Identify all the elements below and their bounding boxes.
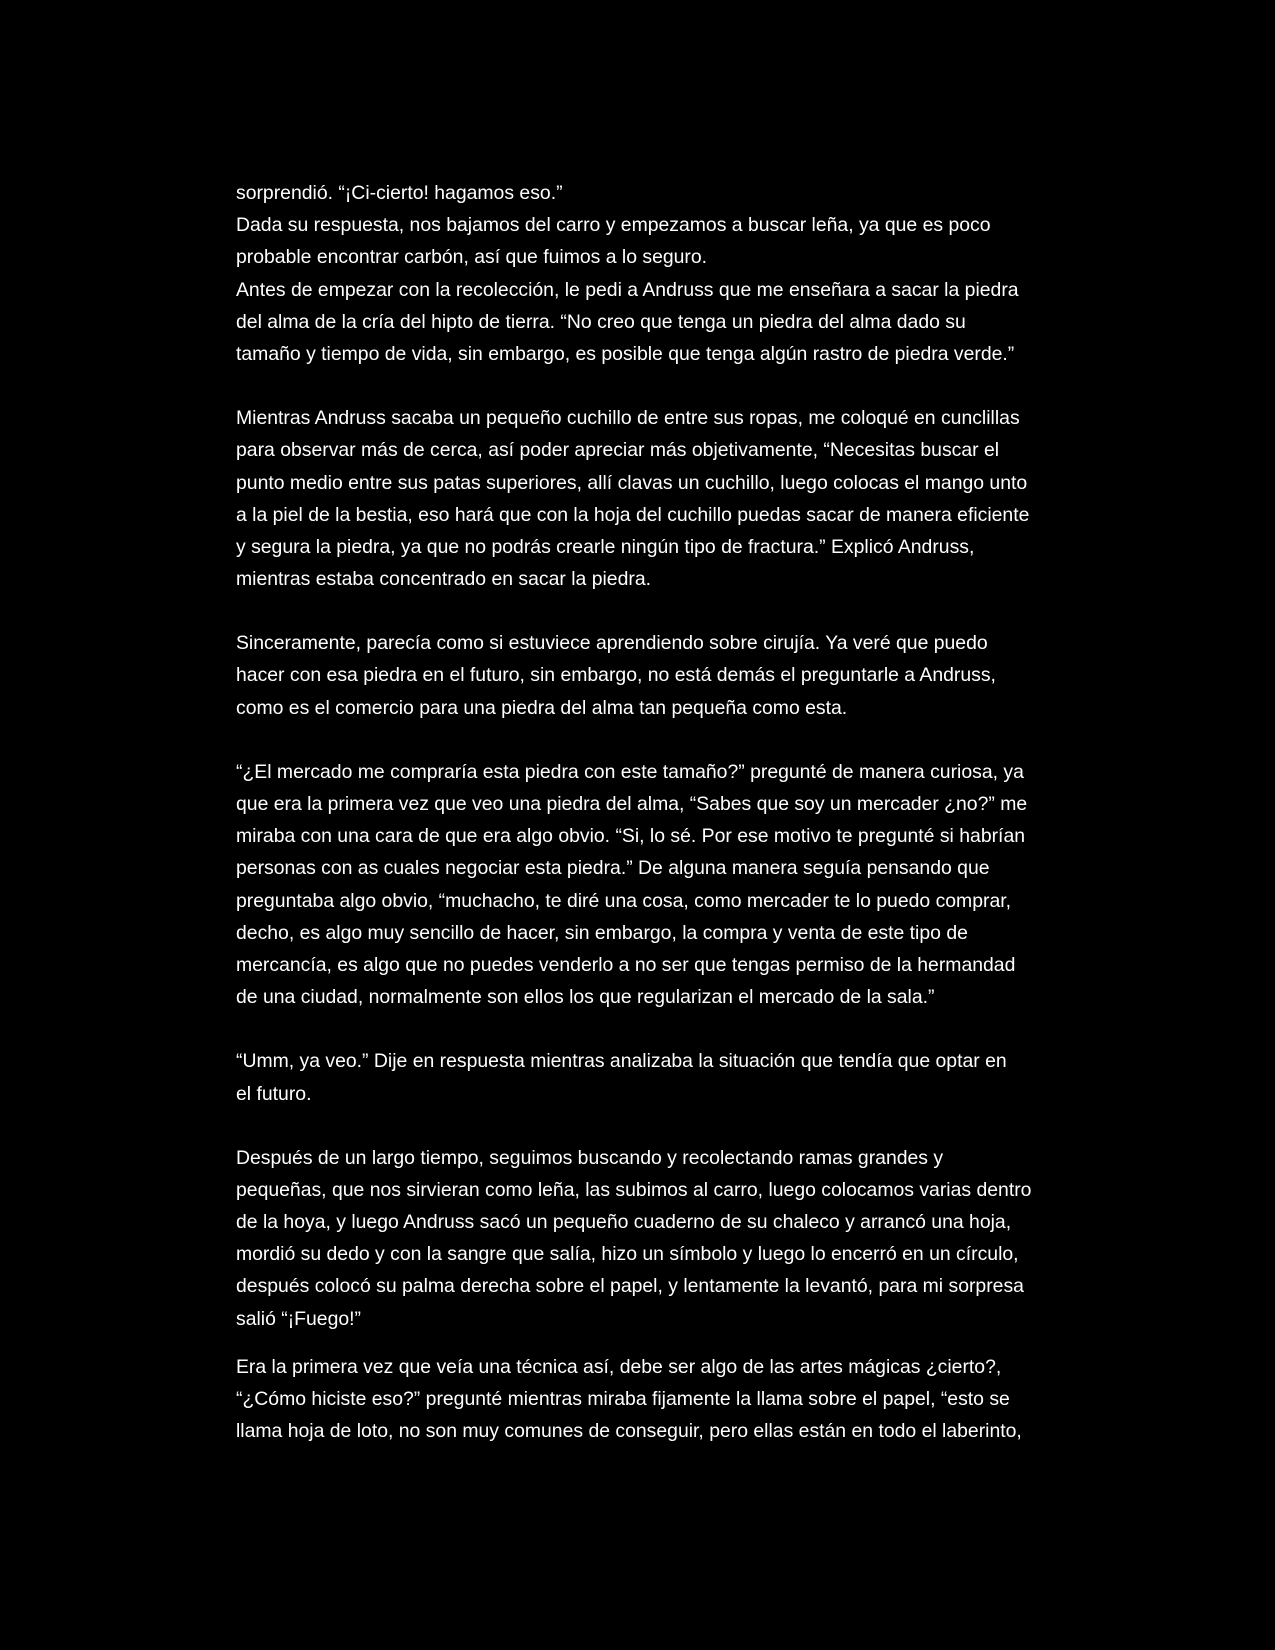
paragraph: [236, 177, 1096, 370]
text-line: mientras estaba concentrado en sacar la piedra.: [236, 568, 651, 591]
text-line: Dada su respuesta, nos bajamos del carro y empezamos a buscar leña, ya que es poco: [236, 214, 991, 237]
paragraph: [236, 756, 1096, 1014]
paragraph: [236, 1351, 1096, 1448]
text-line: que era la primera vez que veo una piedra del alma, “Sabes que soy un mercader ¿no?” me: [236, 793, 1028, 815]
text-line: Sinceramente, parecía como si estuviece aprendiendo sobre cirujía. Ya veré que puedo: [236, 632, 988, 655]
text-line: punto medio entre sus patas superiores, allí clavas un cuchillo, luego colocas el mango unto: [236, 471, 1028, 494]
text-line: personas con as cuales negociar esta piedra.” De alguna manera seguía pensando que: [236, 857, 990, 880]
text-line: salió “¡Fuego!”: [236, 1307, 362, 1330]
text-line: sorprendió. “¡Ci-cierto! hagamos eso.”: [236, 182, 563, 204]
text-line: Era la primera vez que veía una técnica así, debe ser algo de las artes mágicas ¿cierto?,: [236, 1355, 1002, 1378]
paragraph: [236, 627, 1096, 724]
text-line: decho, es algo muy sencillo de hacer, sin embargo, la compra y venta de este tipo de: [236, 921, 968, 944]
paragraph-gap: [236, 595, 1096, 627]
text-line: de una ciudad, normalmente son ellos los que regularizan el mercado de la sala.”: [236, 986, 935, 1009]
text-line: “Umm, ya veo.” Dije en respuesta mientras analizaba la situación que tendía que optar en: [236, 1050, 1007, 1073]
text-line: del alma de la cría del hipto de tierra. “No creo que tenga un piedra del alma dado su: [236, 310, 966, 333]
text-line: Después de un largo tiempo, seguimos buscando y recolectando ramas grandes y: [236, 1146, 944, 1169]
text-line: “¿El mercado me compraría esta piedra con este tamaño?” pregunté de manera curiosa, ya: [236, 760, 1024, 783]
text-line: pequeñas, que nos sirvieran como leña, las subimos al carro, luego colocamos varias dentro: [236, 1178, 1032, 1201]
text-line: para observar más de cerca, así poder apreciar más objetivamente, “Necesitas buscar el: [236, 439, 1000, 462]
text-line: mercancía, es algo que no puedes venderlo a no ser que tengas permiso de la hermandad: [236, 953, 1016, 976]
text-line: mordió su dedo y con la sangre que salía, hizo un símbolo y luego lo encerró en un círculo,: [236, 1243, 1019, 1266]
paragraph-gap: [236, 1335, 1096, 1351]
text-line: miraba con una cara de que era algo obvio. “Si, lo sé. Por ese motivo te pregunté si habrían: [236, 825, 1026, 848]
paragraph: [236, 402, 1096, 595]
text-line: probable encontrar carbón, así que fuimos a lo seguro.: [236, 246, 708, 269]
text-line: hacer con esa piedra en el futuro, sin embargo, no está demás el preguntarle a Andruss,: [236, 664, 996, 687]
text-line: de la hoya, y luego Andruss sacó un pequeño cuaderno de su chaleco y arrancó una hoja,: [236, 1211, 1012, 1234]
text-line: el futuro.: [236, 1082, 312, 1105]
text-line: Antes de empezar con la recolección, le pedi a Andruss que me enseñara a sacar la piedra: [236, 278, 1019, 301]
text-line: a la piel de la bestia, eso hará que con la hoja del cuchillo puedas sacar de manera eficiente: [236, 503, 1030, 526]
paragraph: [236, 1045, 1096, 1109]
paragraph-gap: [236, 1110, 1096, 1142]
text-line: tamaño y tiempo de vida, sin embargo, es posible que tenga algún rastro de piedra verde.”: [236, 342, 1015, 365]
text-line: como es el comercio para una piedra del alma tan pequeña como esta.: [236, 696, 848, 719]
text-line: “¿Cómo hiciste eso?” pregunté mientras miraba fijamente la llama sobre el papel, “esto se: [236, 1388, 1010, 1410]
paragraph-gap: [236, 370, 1096, 402]
text-line: preguntaba algo obvio, “muchacho, te diré una cosa, como mercader te lo puedo comprar,: [236, 889, 1012, 912]
document-body: [236, 177, 1096, 1447]
paragraph: [236, 1142, 1096, 1335]
text-line: llama hoja de loto, no son muy comunes de conseguir, pero ellas están en todo el laberinto,: [236, 1420, 1022, 1443]
paragraph-gap: [236, 1013, 1096, 1045]
text-line: después colocó su palma derecha sobre el papel, y lentamente la levantó, para mi sorpresa: [236, 1275, 1024, 1298]
paragraph-gap: [236, 724, 1096, 756]
text-line: Mientras Andruss sacaba un pequeño cuchillo de entre sus ropas, me coloqué en cunclillas: [236, 407, 1020, 430]
text-line: y segura la piedra, ya que no podrás crearle ningún tipo de fractura.” Explicó Andruss,: [236, 535, 975, 558]
